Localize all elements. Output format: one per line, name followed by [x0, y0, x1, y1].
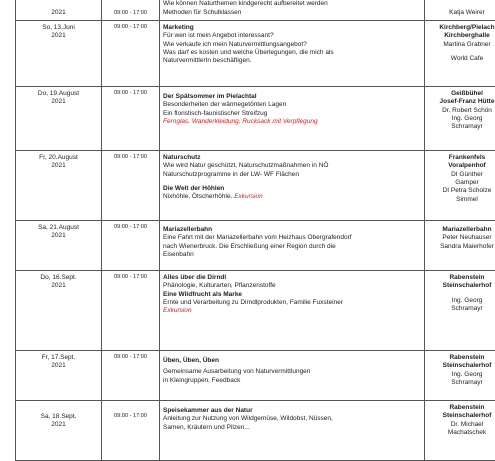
time-cell: 09:00 - 17:00 — [102, 271, 160, 351]
description-cell: Marketing Für wen ist mein Angebot interessant? Wie verkaufe ich mein Naturvermittlungsangebot? Was darf es kosten und welche Überlegungen, die mich als NaturvermittlerIn beschäftigen. — [160, 21, 425, 87]
table-row — [16, 21, 495, 87]
date-cell: 2021 — [16, 0, 102, 21]
date-cell: Do, 16.Sept. 2021 — [16, 271, 102, 351]
table-row — [16, 221, 495, 271]
table-row — [16, 271, 495, 351]
description-cell: Alles über die Dirndl Phänologie, Kulturarten, Pflanzenstoffe Eine Wildfrucht als Marke Ernte und Verarbeitung zu Dirndlprodukten, Familie Fuxsteiner Exkursion — [160, 271, 425, 351]
date-cell: So, 13.Juni 2021 — [16, 21, 102, 87]
schedule-table — [15, 0, 495, 461]
description-cell: Der Spätsommer im Pielachtal Besonderheiten der wärmegetönten Lagen Ein floristisch-faunistischer Streifzug Fernglas, Wanderkleidung, Rucksack mit Verpflegung — [160, 87, 425, 151]
time-cell: 09:00 - 17:00 — [102, 151, 160, 221]
table-row — [16, 351, 495, 401]
description-cell: Wie können Naturthemen kindgerecht aufbereitet werden Methoden für Schulklassen — [160, 0, 425, 21]
table-row — [16, 151, 495, 221]
time-cell: 09:00 - 17:00 — [102, 401, 160, 461]
date-cell: Do, 19.August 2021 — [16, 87, 102, 151]
location-cell: Katja Weirer — [425, 0, 495, 21]
table-row — [16, 87, 495, 151]
time-cell: 09:00 - 17:00 — [102, 21, 160, 87]
date-cell: Fr, 17.Sept. 2021 — [16, 351, 102, 401]
description-cell: Speisekammer aus der Natur Anleitung zur Nutzung von Wildgemüse, Wildobst, Nüssen, Samen, Kräutern und Pilzen... — [160, 401, 425, 461]
date-cell: Fr, 20.August 2021 — [16, 151, 102, 221]
table-row — [16, 0, 495, 21]
table-row — [16, 401, 495, 461]
time-cell: 09:00 - 17:00 — [102, 0, 160, 21]
location-cell: Rabenstein Steinschalerhof Dr. Michael Machatschek — [425, 401, 495, 461]
date-cell: Sa, 21.August 2021 — [16, 221, 102, 271]
cave-list: Nixhöhle, Ötscherhöhle.. — [163, 193, 234, 200]
time-cell: 09:00 - 17:00 — [102, 87, 160, 151]
location-cell: Kirchberg/Pielach Kirchberghalle Martina Grabner World Cafe — [425, 21, 495, 87]
location-cell: Geißbühel Josef-Franz Hütte Dr. Robert Schön Ing. Georg Schramayr — [425, 87, 495, 151]
location-cell: Rabenstein Steinschalerhof Ing. Georg Schramayr — [425, 351, 495, 401]
location-cell: Frankenfels Voralpenhof DI Günther Gamper DI Petra Scholze Simmel — [425, 151, 495, 221]
description-cell: Üben, Üben, Üben Gemeinsame Ausarbeitung von Naturvermittlungen in Kleingruppen, Feedback — [160, 351, 425, 401]
description-cell: Naturschutz Wie wird Natur geschützt, Naturschutzmaßnahmen in NÖ Naturschutzprogramme in der LW- WF Flächen Die Welt der Höhlen Nixhöhle, Ötscherhöhle..Exkursion — [160, 151, 425, 221]
date-cell: Sa, 18.Sept. 2021 — [16, 401, 102, 461]
location-cell: Rabenstein Steinschalerhof Ing. Georg Schramayr — [425, 271, 495, 351]
location-cell: Mariazellerbahn Peter Neuhauser Sandra Maierhofer — [425, 221, 495, 271]
excursion-note: Exkursion — [234, 193, 263, 200]
time-cell: 09:00 - 17:00 — [102, 221, 160, 271]
time-cell: 09:00 - 17:00 — [102, 351, 160, 401]
description-cell: Mariazellerbahn Eine Fahrt mit der Mariazellerbahn vom Heizhaus Obergrafendorf nach Wienerbruck. Die Erschließung einer Region durch die Eisenbahn — [160, 221, 425, 271]
